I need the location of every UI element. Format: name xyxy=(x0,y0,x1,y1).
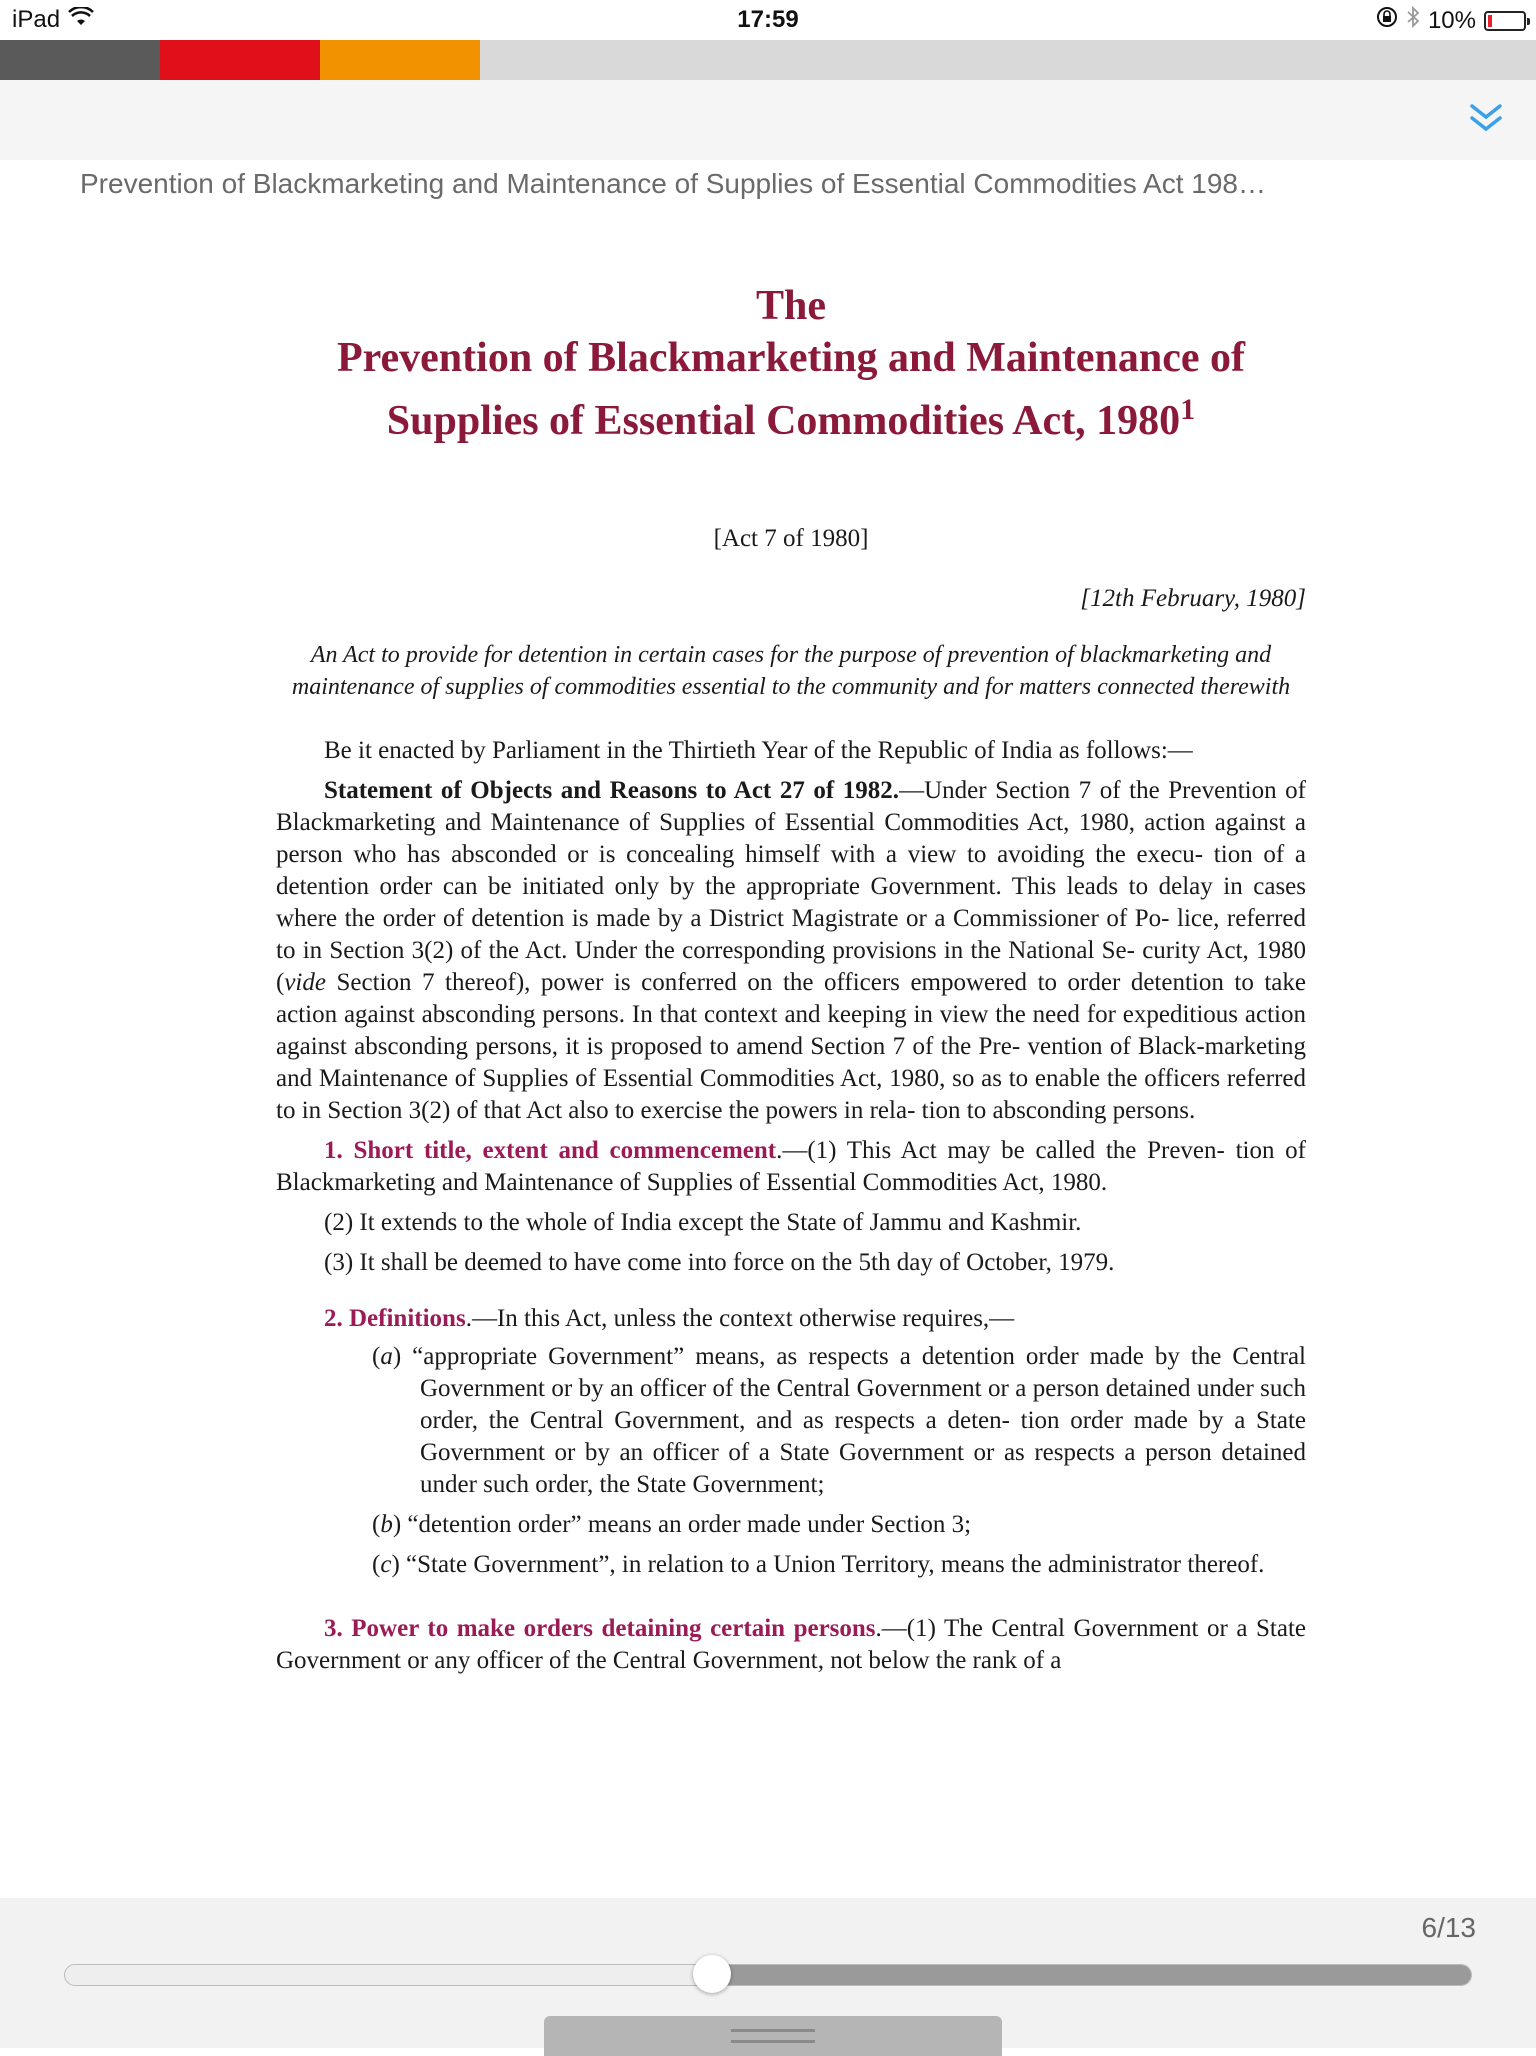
reader-bottom-bar xyxy=(0,1898,1536,2048)
grip-icon xyxy=(731,2029,815,2043)
battery-icon xyxy=(1484,11,1526,31)
sor-heading: Statement of Objects and Reasons to Act 27 of 1982. xyxy=(324,777,900,804)
definition-b: (b) “detention order” means an order made under Section 3; xyxy=(372,1511,972,1538)
document-header-title: Prevention of Blackmarketing and Maintenance of Supplies of Essential Commodities Act 198… xyxy=(80,168,1266,199)
sor-vide: vide xyxy=(284,969,326,996)
clock: 17:59 xyxy=(737,6,799,33)
page-slider[interactable] xyxy=(64,1964,1472,1986)
act-number: [Act 7 of 1980] xyxy=(713,525,869,552)
title-line-1: The xyxy=(755,283,826,329)
section-2-text: .—In this Act, unless the context otherwise requires,— xyxy=(465,1305,1015,1332)
sor-text-2: Section 7 thereof), power is conferred on the officers empowered to order detention to take action against absconding persons. In that context and keeping in view the need for expeditious action against absconding persons, it is proposed to amend Section 7 of the Pre- vention of Black-marketing and Maintenance of Supplies of Essential Commodities Act, 1980, so as to enable the officers referred to in Section 3(2) of that Act also to exercise the powers in rela- tion to absconding persons. xyxy=(276,969,1306,1124)
definition-a-label: a xyxy=(380,1343,393,1370)
section-1-sub-3: (3) It shall be deemed to have come into force on the 5th day of October, 1979. xyxy=(324,1249,1115,1276)
section-2-heading: 2. Definitions xyxy=(324,1305,466,1332)
definition-b-label: b xyxy=(380,1511,393,1538)
sor-text-1: —Under Section 7 of the Prevention of Blackmarketing and Maintenance of Supplies of Essential Commodities Act, 1980, action against a person who has absconded or is concealing himself with a view to avoiding the execu- tion of a detention order can be initiated only by the appropriate Government. This leads to delay in cases where the order of detention is made by a District Magistrate or a Commissioner of Po- lice, referred to in Section 3(2) of the Act. Under the corresponding provisions in the National Se- curity Act, 1980 ( xyxy=(276,777,1306,996)
tab-segment-orange[interactable] xyxy=(320,40,480,80)
bluetooth-icon xyxy=(1406,6,1420,35)
definition-c-label: c xyxy=(380,1551,392,1578)
title-line-3 xyxy=(276,384,1306,447)
double-chevron-down-icon xyxy=(1468,102,1504,139)
act-title xyxy=(276,280,1306,447)
footnote-ref[interactable]: 1 xyxy=(1180,393,1196,426)
device-name: iPad xyxy=(12,6,61,33)
slider-thumb[interactable] xyxy=(693,1955,731,1993)
title-line-3-text: Supplies of Essential Commodities Act, 1980 xyxy=(386,398,1181,444)
definition-c: (c) “State Government”, in relation to a Union Territory, means the administrator thereof. xyxy=(372,1551,1265,1578)
page-indicator: 6/13 xyxy=(1421,1912,1476,1943)
chapter-tab-strip xyxy=(0,40,1536,80)
section-3-heading: 3. Power to make orders detaining certain persons xyxy=(324,1615,876,1642)
section-1-text: .—(1) This Act may be called the Preven- tion of Blackmarketing and Maintenance of Supplies of Essential Commodities Act, 1980. xyxy=(276,1137,1307,1196)
section-2 xyxy=(276,1303,1306,1335)
collapse-button[interactable] xyxy=(1456,90,1516,150)
tab-segment-gray[interactable] xyxy=(0,40,160,80)
reader-toolbar xyxy=(0,80,1536,160)
section-1-sub-2: (2) It extends to the whole of India except the State of Jammu and Kashmir. xyxy=(324,1209,1082,1236)
statement-of-objects xyxy=(276,775,1306,1127)
status-bar xyxy=(0,0,1536,40)
document-page xyxy=(276,280,1306,1677)
section-3-text: .—(1) The Central Government or a State Government or any officer of the Central Government, not below the rank of a xyxy=(276,1615,1306,1674)
rotation-lock-icon xyxy=(1376,6,1398,35)
status-right xyxy=(1376,6,1526,35)
long-title: An Act to provide for detention in certain cases for the purpose of prevention of blackmarketing and maintenance of supplies of commodities essential to the community and for matters connected therewith xyxy=(291,642,1291,700)
drawer-handle[interactable] xyxy=(544,2016,1002,2056)
definition-b-text: “detention order” means an order made under Section 3; xyxy=(401,1511,972,1538)
slider-remaining-fill xyxy=(712,1965,1471,1985)
section-1-heading: 1. Short title, extent and commencement xyxy=(324,1137,777,1164)
definition-a: (a) “appropriate Government” means, as respects a detention order made by the Central Government or by an officer of the Central Government or a person detained under such order, the Central Government, and as respects a deten- tion order made by a State Government or by an officer of a State Government or as respects a person detained under such order, the State Government; xyxy=(372,1343,1306,1498)
battery-percent: 10% xyxy=(1427,6,1476,34)
section-3 xyxy=(276,1613,1306,1677)
definitions-list xyxy=(372,1341,1306,1581)
tab-segment-red[interactable] xyxy=(160,40,320,80)
act-date: [12th February, 1980] xyxy=(1080,585,1306,612)
section-1 xyxy=(276,1135,1306,1199)
definition-c-text: “State Government”, in relation to a Union Territory, means the administrator thereof. xyxy=(399,1551,1265,1578)
title-line-2: Prevention of Blackmarketing and Maintenance of xyxy=(336,335,1245,381)
definition-a-text: “appropriate Government” means, as respects a detention order made by the Central Government or by an officer of the Central Government or a person detained under such order, the Central Government, and as respects a deten- tion order made by a State Government or by an officer of a State Government or as respects a person detained under such order, the State Government; xyxy=(401,1343,1306,1498)
enacting-clause: Be it enacted by Parliament in the Thirtieth Year of the Republic of India as follows:— xyxy=(324,737,1193,764)
